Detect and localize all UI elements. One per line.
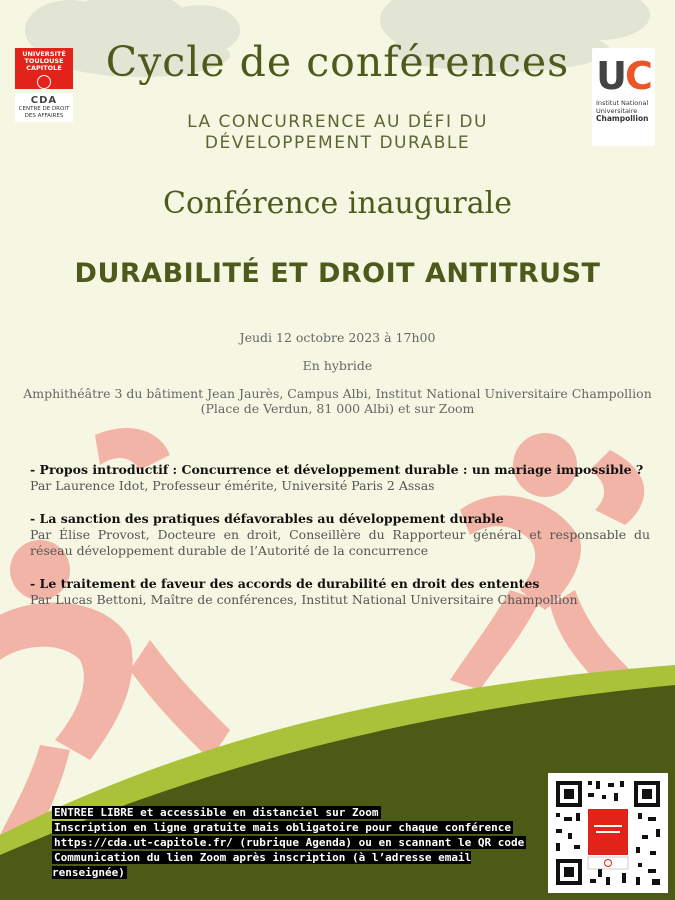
event-date: Jeudi 12 octobre 2023 à 17h00 [239, 330, 436, 345]
page-subtitle: LA CONCURRENCE AU DÉFI DU DÉVELOPPEMENT DURABLE [187, 112, 488, 153]
utc-logo-text: UNIVERSITÉ TOULOUSE CAPITOLE [22, 50, 66, 72]
cda-logo-text: CENTRE DE DROIT DES AFFAIRES [18, 106, 70, 119]
program-item-speaker: Par Lucas Bettoni, Maître de conférences, Institut National Universitaire Champollion [30, 592, 578, 607]
event-mode: En hybride [302, 358, 373, 373]
uc-mark-c: C [624, 54, 651, 98]
champollion-text-1: Institut National [596, 99, 649, 107]
cda-logo [15, 93, 73, 122]
program-item [30, 511, 650, 559]
program-item-title: - Propos introductif : Concurrence et développement durable : un mariage impossible ? [30, 462, 644, 477]
champollion-text-3: Champollion [596, 114, 649, 123]
program-item [30, 462, 650, 494]
cda-mark: CDA [30, 95, 58, 106]
program-item-title: - La sanction des pratiques défavorables au développement durable [30, 511, 504, 526]
conference-headline: DURABILITÉ ET DROIT ANTITRUST [74, 258, 601, 289]
champollion-text-2: Universitaire [596, 106, 638, 115]
program-list [30, 462, 650, 625]
conference-label: Conférence inaugurale [163, 186, 512, 221]
program-item-title: - Le traitement de faveur des accords de durabilité en droit des ententes [30, 576, 540, 591]
info-registration-link[interactable]: https://cda.ut-capitole.fr/ (rubrique Agenda) ou en scannant le QR code [54, 836, 525, 849]
page-title: Cycle de conférences [105, 38, 570, 86]
program-item [30, 576, 650, 608]
program-item-speaker: Par Laurence Idot, Professeur émérite, Université Paris 2 Assas [30, 478, 435, 493]
qr-code[interactable] [548, 773, 668, 893]
info-free-entry: ENTREE LIBRE et accessible en distanciel sur Zoom [54, 806, 379, 819]
uc-mark-u: U [596, 54, 625, 98]
event-venue: Amphithéâtre 3 du bâtiment Jean Jaurès, Campus Albi, Institut National Universitaire Champollion (Place de Verdun, 81 000 Albi) et sur Zoom [23, 386, 652, 416]
program-item-speaker: Par Élise Provost, Docteure en droit, Conseillère du Rapporteur général et responsable du réseau développement durable de l’Autorité de la concurrence [30, 527, 650, 558]
info-zoom-link: Communication du lien Zoom après inscription (à l’adresse email renseignée) [52, 851, 472, 879]
registration-info [52, 805, 542, 880]
info-registration: Inscription en ligne gratuite mais obligatoire pour chaque conférence [54, 821, 511, 834]
champollion-logo-text [592, 100, 655, 124]
